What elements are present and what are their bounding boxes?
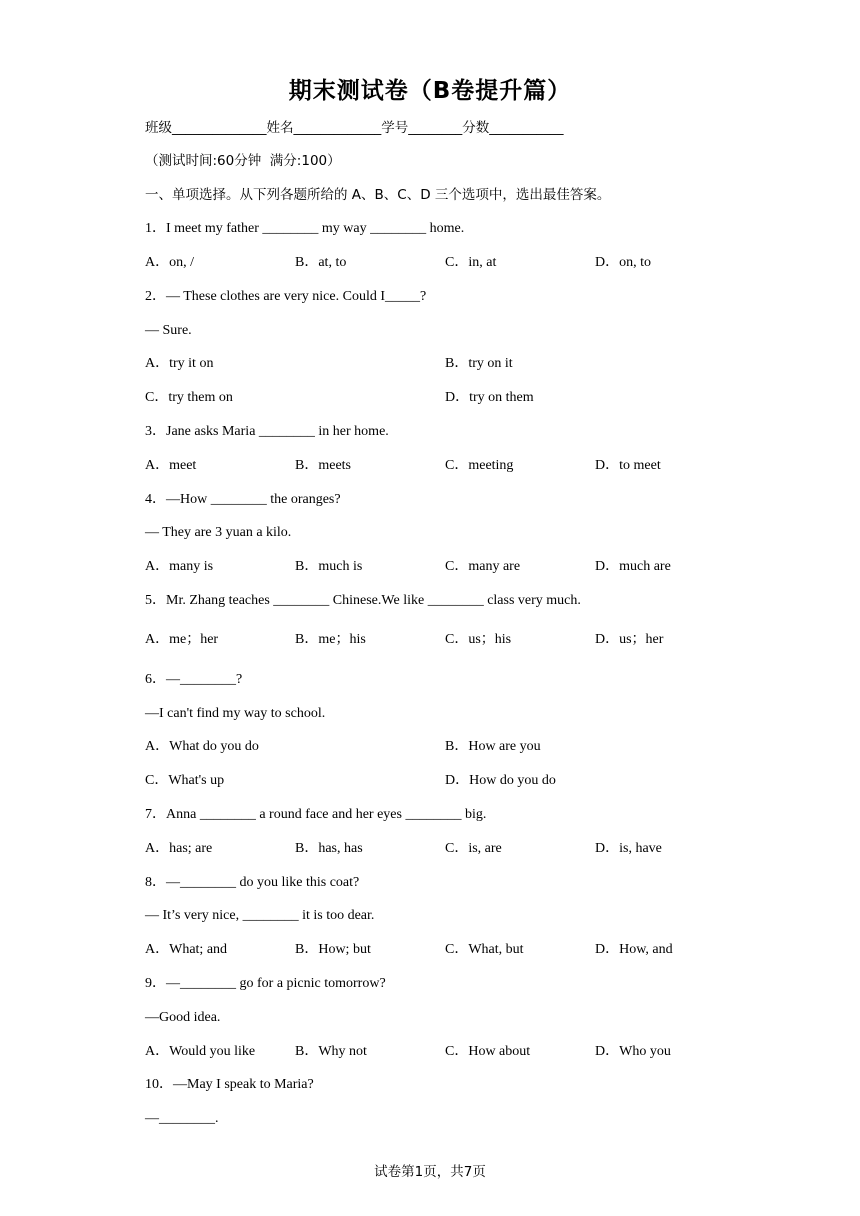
question-10-reply: —________.	[145, 1111, 219, 1126]
question-9-option-d: D．Who you	[595, 1044, 671, 1059]
student-info-line: 班级______________姓名_____________学号________分数___________	[145, 120, 564, 136]
question-9-option-a: A．Would you like	[145, 1044, 256, 1059]
question-3-option-d: D．to meet	[595, 458, 661, 473]
question-10-stem: 10．—May I speak to Maria?	[145, 1077, 314, 1092]
question-9-reply: —Good idea.	[145, 1010, 221, 1025]
question-6-option-a: A．What do you do	[145, 739, 259, 754]
question-5-option-d: D．us；her	[595, 632, 664, 647]
question-1-option-a: A．on, /	[145, 255, 194, 270]
question-9-option-c: C．How about	[445, 1044, 531, 1059]
page-title: 期末测试卷（B卷提升篇）	[288, 78, 572, 104]
question-3-option-b: B．meets	[295, 458, 351, 473]
question-1-option-d: D．on, to	[595, 255, 651, 270]
question-9-option-b: B．Why not	[295, 1044, 367, 1059]
question-6-stem: 6．—________?	[145, 672, 243, 687]
question-5-option-b: B．me；his	[295, 632, 366, 647]
question-5-option-a: A．me；her	[145, 632, 219, 647]
page-footer: 试卷第1页，共7页	[374, 1164, 486, 1180]
question-2-stem: 2．— These clothes are very nice. Could I_____?	[145, 289, 427, 304]
question-8-option-c: C．What, but	[445, 942, 524, 957]
question-7-stem: 7．Anna ________ a round face and her eyes ________ big.	[145, 807, 487, 822]
question-7-option-c: C．is, are	[445, 841, 502, 856]
question-4-option-b: B．much is	[295, 559, 363, 574]
question-8-reply: — It’s very nice, ________ it is too dear.	[145, 908, 375, 923]
question-3-option-a: A．meet	[145, 458, 197, 473]
question-3-stem: 3．Jane asks Maria ________ in her home.	[145, 424, 389, 439]
question-5-stem: 5．Mr. Zhang teaches ________ Chinese.We like ________ class very much.	[145, 593, 581, 608]
question-5-option-c: C．us；his	[445, 632, 512, 647]
question-1-stem: 1．I meet my father ________ my way ________ home.	[145, 221, 465, 236]
question-4-option-d: D．much are	[595, 559, 671, 574]
question-7-option-b: B．has, has	[295, 841, 363, 856]
question-9-stem: 9．—________ go for a picnic tomorrow?	[145, 976, 386, 991]
question-1-option-c: C．in, at	[445, 255, 497, 270]
time-score-line: （测试时间:60分钟 满分:100）	[145, 153, 341, 169]
question-6-reply: —I can't find my way to school.	[145, 706, 326, 721]
question-8-option-d: D．How, and	[595, 942, 673, 957]
question-4-stem: 4．—How ________ the oranges?	[145, 492, 341, 507]
question-2-reply: — Sure.	[145, 323, 192, 338]
question-8-stem: 8．—________ do you like this coat?	[145, 875, 360, 890]
question-2-option-a: A．try it on	[145, 356, 214, 371]
question-2-option-b: B．try on it	[445, 356, 513, 371]
question-8-option-b: B．How; but	[295, 942, 371, 957]
question-6-option-c: C．What's up	[145, 773, 225, 788]
question-1-option-b: B．at, to	[295, 255, 347, 270]
question-6-option-b: B．How are you	[445, 739, 541, 754]
question-2-option-c: C．try them on	[145, 390, 233, 405]
question-4-option-c: C．many are	[445, 559, 521, 574]
question-6-option-d: D．How do you do	[445, 773, 556, 788]
question-7-option-d: D．is, have	[595, 841, 662, 856]
question-4-reply: — They are 3 yuan a kilo.	[145, 525, 292, 540]
section-heading: 一、单项选择。从下列各题所给的 A、B、C、D 三个选项中，选出最佳答案。	[145, 187, 611, 203]
question-7-option-a: A．has; are	[145, 841, 213, 856]
question-8-option-a: A．What; and	[145, 942, 228, 957]
question-4-option-a: A．many is	[145, 559, 214, 574]
question-2-option-d: D．try on them	[445, 390, 534, 405]
question-3-option-c: C．meeting	[445, 458, 514, 473]
